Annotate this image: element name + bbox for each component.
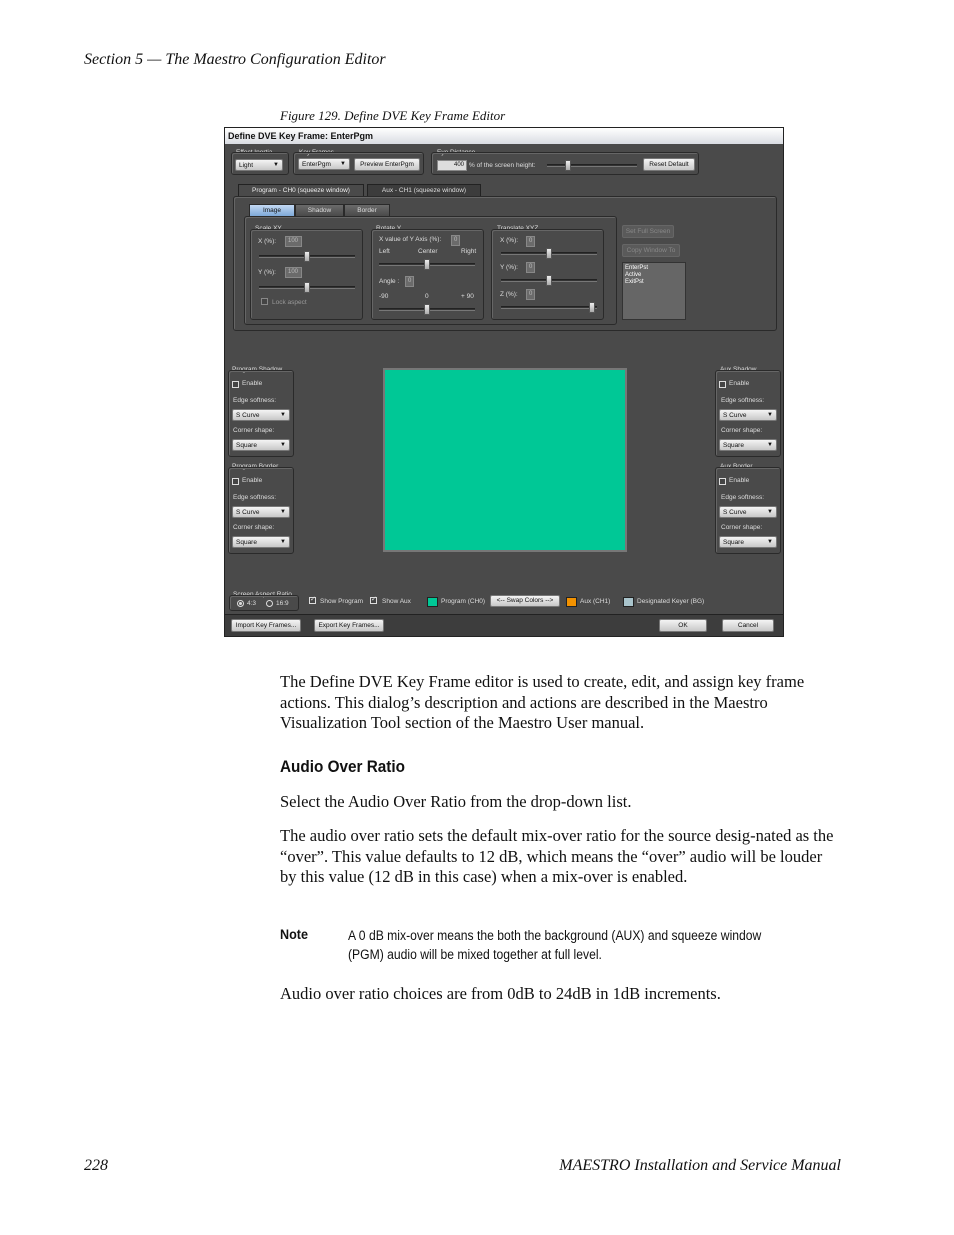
reset-default-button[interactable]: Reset Default <box>643 158 695 171</box>
chevron-down-icon: ▼ <box>280 509 286 515</box>
rotate-left-label: Left <box>379 248 390 255</box>
program-shadow-edge-label: Edge softness: <box>233 397 276 404</box>
angle-max-label: + 90 <box>461 293 474 300</box>
program-border-corner-label: Corner shape: <box>233 524 275 531</box>
eye-distance-suffix: % of the screen height: <box>469 162 536 169</box>
ok-button[interactable]: OK <box>659 619 707 632</box>
chevron-down-icon: ▼ <box>767 412 773 418</box>
slider-thumb[interactable] <box>546 275 552 286</box>
scale-label: Scale XY <box>255 225 282 232</box>
aux-shadow-label: Aux Shadow <box>720 366 757 373</box>
aux-shadow-edge-select[interactable]: S Curve ▼ <box>719 409 777 421</box>
aux-color-swatch[interactable] <box>566 597 577 607</box>
note-text: A 0 dB mix-over means the both the background (AUX) and squeeze window (PGM) audio will be mixed together at full level. <box>348 928 762 962</box>
scale-x-input[interactable]: 100 <box>285 236 302 247</box>
translate-x-label: X (%): <box>500 237 519 244</box>
slider-thumb[interactable] <box>589 302 595 313</box>
keyframe-list[interactable] <box>622 262 686 320</box>
aux-shadow-edge-label: Edge softness: <box>721 397 764 404</box>
intro-paragraph: The Define DVE Key Frame editor is used to create, edit, and assign key frame actions. This dialog’s description and actions are described in the Maestro Visualization Tool section of the Maestro User manual. <box>280 672 805 732</box>
subtab-shadow[interactable]: Shadow <box>295 204 344 217</box>
rotate-label: Rotate Y <box>376 225 402 232</box>
export-key-frames-button[interactable]: Export Key Frames... <box>314 619 384 632</box>
aux-shadow-corner-select[interactable]: Square ▼ <box>719 439 777 451</box>
tab-program[interactable]: Program - CH0 (squeeze window) <box>238 184 364 196</box>
paragraph: Select the Audio Over Ratio from the drop-down list. <box>280 792 632 811</box>
lock-aspect-checkbox[interactable] <box>261 298 268 305</box>
eye-distance-label: Eye Distance <box>437 149 476 156</box>
chevron-down-icon: ▼ <box>280 412 286 418</box>
program-shadow-label: Program Shadow <box>232 366 283 373</box>
program-shadow-corner-select[interactable]: Square ▼ <box>232 439 290 451</box>
running-header: Section 5 — The Maestro Configuration Editor <box>84 51 386 68</box>
angle-slider[interactable] <box>379 308 475 311</box>
chevron-down-icon: ▼ <box>340 161 346 167</box>
aux-shadow-enable-checkbox[interactable] <box>719 381 726 388</box>
aspect-16-9-radio[interactable] <box>266 600 273 607</box>
chevron-down-icon: ▼ <box>767 442 773 448</box>
translate-label: Translate XYZ <box>497 225 539 232</box>
scale-x-slider[interactable] <box>259 255 355 258</box>
effect-inertia-select[interactable]: Light ▼ <box>235 159 283 171</box>
subtab-image[interactable]: Image <box>249 204 295 217</box>
angle-label: Angle : <box>379 278 400 285</box>
aux-color-label: Aux (CH1) <box>580 598 611 605</box>
key-frames-select[interactable]: EnterPgm ▼ <box>298 158 350 170</box>
program-border-corner-select[interactable]: Square ▼ <box>232 536 290 548</box>
program-border-enable-label: Enable <box>242 477 263 484</box>
paragraph: Audio over ratio choices are from 0dB to 24dB in 1dB increments. <box>280 984 721 1003</box>
dve-key-frame-dialog <box>224 127 784 637</box>
aspect-4-3-label: 4:3 <box>247 600 257 607</box>
chevron-down-icon: ▼ <box>767 539 773 545</box>
tab-aux[interactable]: Aux - CH1 (squeeze window) <box>367 184 481 196</box>
aux-border-corner-select[interactable]: Square ▼ <box>719 536 777 548</box>
eye-distance-slider[interactable] <box>547 164 637 167</box>
subtab-border[interactable]: Border <box>344 204 390 217</box>
aux-shadow-enable-label: Enable <box>729 380 750 387</box>
angle-min-label: -90 <box>379 293 389 300</box>
list-item[interactable]: ExitPst <box>625 279 644 285</box>
scale-y-label: Y (%): <box>258 269 276 276</box>
show-program-label: Show Program <box>320 598 363 605</box>
rotate-x-axis-label: X value of Y Axis (%): <box>379 236 442 243</box>
slider-thumb[interactable] <box>424 259 430 270</box>
page-number: 228 <box>84 1157 108 1174</box>
aux-border-label: Aux Border <box>720 463 753 470</box>
show-aux-checkbox[interactable] <box>370 597 377 604</box>
aux-border-enable-label: Enable <box>729 477 750 484</box>
rotate-x-axis-input[interactable]: 0 <box>451 235 460 246</box>
set-full-screen-button[interactable]: Set Full Screen <box>622 225 674 238</box>
rotate-x-axis-slider[interactable] <box>379 263 475 266</box>
lock-aspect-label: Lock aspect <box>272 299 307 306</box>
translate-y-slider[interactable] <box>501 279 597 282</box>
figure-caption: Figure 129. Define DVE Key Frame Editor <box>280 108 506 123</box>
scale-x-label: X (%): <box>258 238 277 245</box>
show-aux-label: Show Aux <box>382 598 411 605</box>
swap-colors-button[interactable]: <-- Swap Colors --> <box>490 595 560 607</box>
scale-y-slider[interactable] <box>259 286 355 289</box>
keyer-color-swatch[interactable] <box>623 597 634 607</box>
key-frames-label: Key Frames <box>299 149 335 156</box>
check-icon: ✓ <box>371 596 377 603</box>
note-label: Note <box>280 926 309 942</box>
program-border-enable-checkbox[interactable] <box>232 478 239 485</box>
import-key-frames-button[interactable]: Import Key Frames... <box>231 619 301 632</box>
dialog-title: Define DVE Key Frame: EnterPgm <box>225 128 783 144</box>
effect-inertia-label: Effect Inertia <box>236 149 273 156</box>
slider-thumb[interactable] <box>304 282 310 293</box>
program-border-edge-label: Edge softness: <box>233 494 276 501</box>
preview-button[interactable]: Preview EnterPgm <box>354 158 420 171</box>
program-shadow-edge-select[interactable]: S Curve ▼ <box>232 409 290 421</box>
translate-x-input[interactable]: 0 <box>526 236 535 247</box>
list-item[interactable]: EnterPst <box>625 265 649 271</box>
aspect-16-9-label: 16:9 <box>276 600 289 607</box>
paragraph: The audio over ratio sets the default mix-over ratio for the source desig-nated as the “over”. This value defaults to 12 dB, which means the “over” audio will be louder by this value (12 dB in this case) when a mix-over is enabled. <box>280 826 834 886</box>
program-shadow-enable-label: Enable <box>242 380 263 387</box>
program-shadow-corner-label: Corner shape: <box>233 427 275 434</box>
scale-y-input[interactable]: 100 <box>285 267 302 278</box>
angle-mid-label: 0 <box>425 293 429 300</box>
preview-canvas[interactable] <box>383 368 627 552</box>
chevron-down-icon: ▼ <box>280 442 286 448</box>
program-color-label: Program (CH0) <box>441 598 486 605</box>
program-border-label: Program Border <box>232 463 279 470</box>
slider-thumb[interactable] <box>546 248 552 259</box>
translate-y-label: Y (%): <box>500 264 518 271</box>
slider-thumb[interactable] <box>304 251 310 262</box>
chevron-down-icon: ▼ <box>280 539 286 545</box>
rotate-right-label: Right <box>461 248 477 255</box>
translate-y-input[interactable]: 0 <box>526 262 535 273</box>
translate-x-slider[interactable] <box>501 252 597 255</box>
slider-thumb[interactable] <box>424 304 430 315</box>
dialog-button-bar <box>225 614 783 636</box>
program-border-edge-select[interactable]: S Curve ▼ <box>232 506 290 518</box>
chevron-down-icon: ▼ <box>273 162 279 168</box>
aux-border-edge-label: Edge softness: <box>721 494 764 501</box>
eye-distance-input[interactable]: 400 <box>437 160 467 171</box>
rotate-center-label: Center <box>418 248 438 255</box>
aspect-ratio-label: Screen Aspect Ratio <box>233 591 292 598</box>
program-shadow-enable-checkbox[interactable] <box>232 381 239 388</box>
keyer-color-label: Designated Keyer (BG) <box>637 598 705 605</box>
section-heading: Audio Over Ratio <box>280 757 405 776</box>
slider-thumb[interactable] <box>565 160 571 171</box>
manual-title: MAESTRO Installation and Service Manual <box>559 1157 841 1174</box>
cancel-button[interactable]: Cancel <box>722 619 774 632</box>
program-color-swatch[interactable] <box>427 597 438 607</box>
list-item[interactable]: Active <box>625 272 642 278</box>
aux-border-enable-checkbox[interactable] <box>719 478 726 485</box>
check-icon: ✓ <box>310 596 316 603</box>
show-program-checkbox[interactable] <box>309 597 316 604</box>
angle-input[interactable]: 0 <box>405 276 414 287</box>
translate-z-label: Z (%): <box>500 291 518 298</box>
copy-window-to-button[interactable]: Copy Window To <box>622 244 680 257</box>
aux-shadow-corner-label: Corner shape: <box>721 427 763 434</box>
chevron-down-icon: ▼ <box>767 509 773 515</box>
aux-border-edge-select[interactable]: S Curve ▼ <box>719 506 777 518</box>
translate-z-input[interactable]: 0 <box>526 289 535 300</box>
aspect-4-3-radio[interactable] <box>237 600 244 607</box>
translate-z-slider[interactable] <box>501 306 597 309</box>
aux-border-corner-label: Corner shape: <box>721 524 763 531</box>
